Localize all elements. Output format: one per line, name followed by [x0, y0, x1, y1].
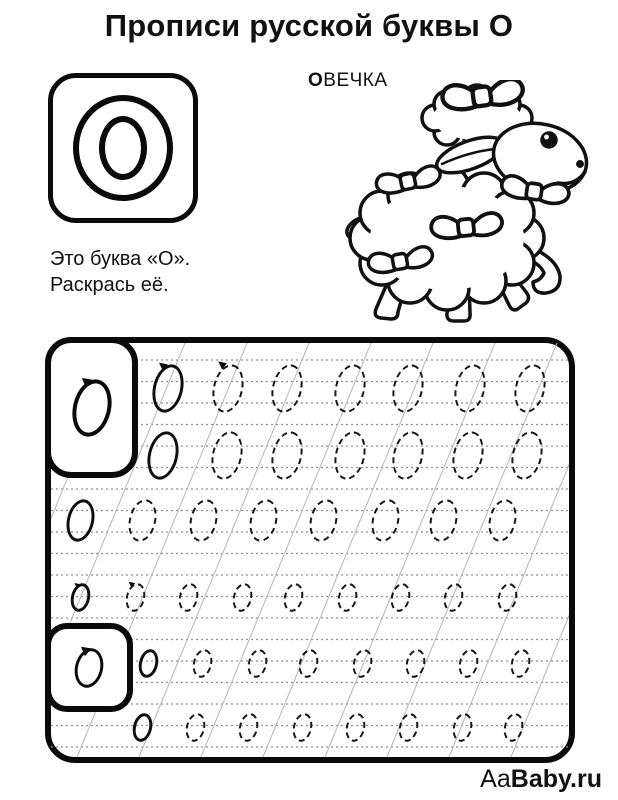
- watermark-bold: Baby: [510, 765, 571, 793]
- word-rest: ВЕЧКА: [323, 70, 388, 91]
- letter-coloring-card: [48, 73, 198, 223]
- watermark-normal: Aa: [480, 765, 511, 793]
- word-first-letter: О: [308, 70, 324, 91]
- instruction-line-1: Это буква «О».: [50, 248, 191, 270]
- stroke-direction-arrow: [78, 642, 91, 655]
- sheep-eye-highlight: [544, 135, 549, 140]
- page-title: Прописи русской буквы О: [104, 8, 514, 43]
- site-watermark: [480, 765, 602, 794]
- instruction-line-2: Раскрась её.: [50, 274, 169, 296]
- stroke-direction-arrow: [78, 374, 91, 387]
- sheep-illustration: [342, 80, 618, 328]
- model-letter-box-lowercase: [45, 623, 133, 712]
- model-letter-box-uppercase: [45, 337, 138, 478]
- sheep-nostril: [578, 162, 582, 166]
- watermark-suffix: .ru: [570, 765, 602, 793]
- model-letter-o: [71, 645, 107, 690]
- model-letter-O: [66, 375, 116, 440]
- sheep-eye: [542, 133, 556, 147]
- instruction-text: [50, 246, 190, 298]
- practice-area: [45, 337, 575, 763]
- outline-letter-o-inner: [99, 116, 147, 180]
